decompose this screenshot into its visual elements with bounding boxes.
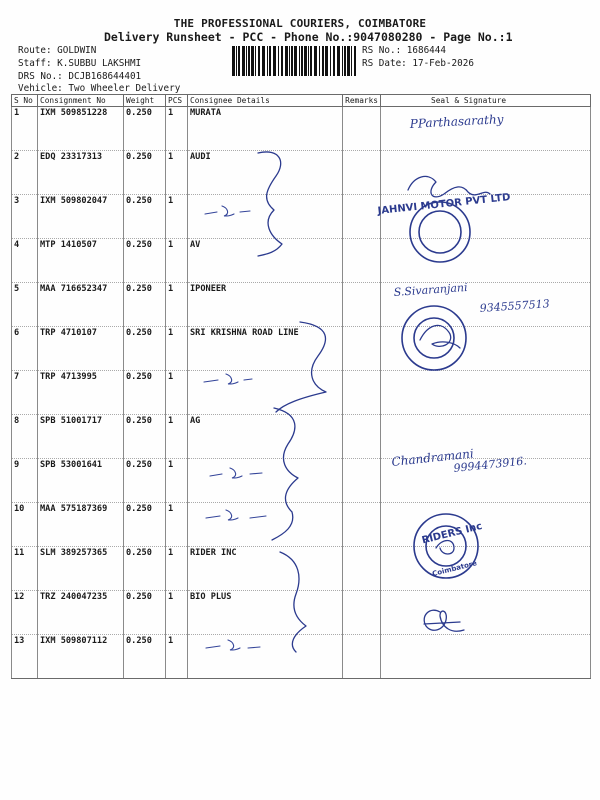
row-pcs: 1 — [166, 371, 188, 415]
table-row — [12, 635, 591, 679]
row-consignment: EDQ 23317313 — [38, 151, 124, 195]
row-consignee: SRI KRISHNA ROAD LINE — [188, 327, 343, 371]
row-sno: 2 — [12, 151, 38, 195]
row-consignee: BIO PLUS — [188, 591, 343, 635]
table-row — [12, 503, 591, 547]
rs-number: RS No.: 1686444 — [362, 45, 446, 56]
row-remarks — [343, 107, 381, 151]
barcode-bar — [291, 46, 293, 76]
barcode-bar — [308, 46, 309, 76]
barcode-bar — [236, 46, 237, 76]
table-header — [12, 95, 591, 107]
table-row — [12, 371, 591, 415]
row-pcs: 1 — [166, 283, 188, 327]
barcode-bar — [304, 46, 307, 76]
runsheet-subtitle: Delivery Runsheet - PCC - Phone No.:9047080280 - Page No.:1 — [104, 30, 513, 44]
col-consignment: Consignment No — [38, 95, 124, 107]
row-sno: 1 — [12, 107, 38, 151]
row-consignee — [188, 371, 343, 415]
row-signature — [381, 415, 591, 459]
stamp-riders-city: Coimbatore — [431, 559, 478, 579]
row-remarks — [343, 635, 381, 679]
row-consignee: MURATA — [188, 107, 343, 151]
row-sno: 3 — [12, 195, 38, 239]
barcode-bar — [319, 46, 320, 76]
staff-label: Staff: K.SUBBU LAKSHMI — [18, 58, 142, 69]
barcode-bar — [344, 46, 346, 76]
row-sno: 8 — [12, 415, 38, 459]
row-pcs: 1 — [166, 547, 188, 591]
barcode-bar — [251, 46, 254, 76]
row-remarks — [343, 415, 381, 459]
row-remarks — [343, 151, 381, 195]
row-weight: 0.250 — [124, 239, 166, 283]
row-sno: 12 — [12, 591, 38, 635]
row-remarks — [343, 283, 381, 327]
barcode-bar — [347, 46, 350, 76]
row-pcs: 1 — [166, 239, 188, 283]
barcode-bar — [333, 46, 335, 76]
row-remarks — [343, 327, 381, 371]
stamp-riders: RIDERS Inc — [420, 520, 484, 547]
row-pcs: 1 — [166, 195, 188, 239]
row-consignee — [188, 635, 343, 679]
drs-label: DRS No.: DCJB168644401 — [18, 71, 142, 82]
barcode-bar — [255, 46, 256, 76]
row-weight: 0.250 — [124, 591, 166, 635]
table-row — [12, 195, 591, 239]
barcode-bar — [337, 46, 340, 76]
signature-row1: PParthasarathy — [409, 112, 504, 131]
barcode-bar — [342, 46, 343, 76]
barcode-bar — [269, 46, 271, 76]
row-consignment: SPB 51001717 — [38, 415, 124, 459]
barcode-bar — [314, 46, 317, 76]
barcode-bar — [248, 46, 250, 76]
table-row — [12, 459, 591, 503]
barcode-bar — [273, 46, 276, 76]
row-weight: 0.250 — [124, 283, 166, 327]
row-consignee: RIDER INC — [188, 547, 343, 591]
barcode-bar — [310, 46, 312, 76]
row-pcs: 1 — [166, 327, 188, 371]
signature-row9: Chandramani — [390, 446, 475, 469]
row-pcs: 1 — [166, 151, 188, 195]
row-remarks — [343, 547, 381, 591]
row-remarks — [343, 239, 381, 283]
company-title: THE PROFESSIONAL COURIERS, COIMBATORE — [173, 17, 427, 30]
barcode-bar — [299, 46, 300, 76]
row-signature — [381, 151, 591, 195]
barcode-bar — [262, 46, 265, 76]
row-remarks — [343, 591, 381, 635]
row-signature — [381, 635, 591, 679]
barcode-bar — [301, 46, 303, 76]
row-remarks — [343, 371, 381, 415]
row-signature — [381, 280, 591, 327]
row-sno: 10 — [12, 503, 38, 547]
barcode-bar — [289, 46, 290, 76]
barcode-bar — [232, 46, 235, 76]
row-pcs: 1 — [166, 459, 188, 503]
row-consignment: MTP 1410507 — [38, 239, 124, 283]
row-pcs: 1 — [166, 503, 188, 547]
row-weight: 0.250 — [124, 415, 166, 459]
row-consignment: IXM 509851228 — [38, 107, 124, 151]
row-consignee — [188, 459, 343, 503]
barcode-bar — [278, 46, 279, 76]
stamp-jahnvi: JAHNVI MOTOR PVT LTD — [377, 192, 511, 217]
table-row — [12, 415, 591, 459]
row-signature — [381, 459, 591, 503]
row-consignment: SLM 389257365 — [38, 547, 124, 591]
row-sno: 9 — [12, 459, 38, 503]
signature-row5: S.Sivaranjani — [393, 280, 468, 299]
table-row — [12, 327, 591, 371]
barcode-bar — [322, 46, 324, 76]
phone-row5: 9345557513 — [479, 297, 551, 315]
barcode-bar — [354, 46, 356, 76]
table-row — [12, 239, 591, 283]
table-row — [12, 151, 591, 195]
table-row — [12, 547, 591, 591]
barcode-bar — [330, 46, 331, 76]
barcode-bar — [285, 46, 288, 76]
barcode-bar — [238, 46, 240, 76]
row-sno: 11 — [12, 547, 38, 591]
row-weight: 0.250 — [124, 503, 166, 547]
row-remarks — [343, 459, 381, 503]
row-consignee: AG — [188, 415, 343, 459]
row-sno: 5 — [12, 283, 38, 327]
rs-date: RS Date: 17-Feb-2026 — [362, 58, 474, 69]
row-signature — [381, 239, 591, 283]
row-consignee: AV — [188, 239, 343, 283]
row-consignment: IXM 509802047 — [38, 195, 124, 239]
row-pcs: 1 — [166, 107, 188, 151]
row-signature — [381, 503, 591, 547]
row-remarks — [343, 195, 381, 239]
vehicle-label: Vehicle: Two Wheeler Delivery — [18, 83, 181, 94]
barcode-bar — [294, 46, 297, 76]
barcode-bar — [351, 46, 352, 76]
row-consignee: AUDI — [188, 151, 343, 195]
barcode-bar — [267, 46, 268, 76]
row-consignee — [188, 195, 343, 239]
row-remarks — [343, 503, 381, 547]
row-weight: 0.250 — [124, 327, 166, 371]
row-signature — [381, 195, 591, 239]
col-consignee: Consignee Details — [188, 95, 343, 107]
table-row — [12, 591, 591, 635]
row-consignment: TRP 4710107 — [38, 327, 124, 371]
row-consignee: IPONEER — [188, 283, 343, 327]
row-consignment: IXM 509807112 — [38, 635, 124, 679]
row-signature — [381, 591, 591, 635]
col-weight: Weight — [124, 95, 166, 107]
barcode-bar — [242, 46, 245, 76]
row-pcs: 1 — [166, 415, 188, 459]
row-signature — [381, 547, 591, 591]
barcode-bar — [258, 46, 260, 76]
row-signature — [381, 327, 591, 371]
col-sno: S No — [12, 95, 38, 107]
row-weight: 0.250 — [124, 151, 166, 195]
row-weight: 0.250 — [124, 459, 166, 503]
row-weight: 0.250 — [124, 371, 166, 415]
row-consignment: TRP 4713995 — [38, 371, 124, 415]
row-consignee — [188, 503, 343, 547]
row-sno: 4 — [12, 239, 38, 283]
row-signature — [381, 371, 591, 415]
col-pcs: PCS — [166, 95, 188, 107]
runsheet-table — [11, 94, 591, 679]
row-sno: 6 — [12, 327, 38, 371]
row-consignment: MAA 575187369 — [38, 503, 124, 547]
barcode-bar — [246, 46, 247, 76]
col-remarks: Remarks — [343, 95, 381, 107]
col-seal: Seal & Signature — [381, 95, 591, 107]
row-weight: 0.250 — [124, 635, 166, 679]
barcode-bar — [281, 46, 283, 76]
route-label: Route: GOLDWIN — [18, 45, 97, 56]
barcode — [232, 46, 356, 76]
row-pcs: 1 — [166, 635, 188, 679]
row-sno: 7 — [12, 371, 38, 415]
row-consignment: SPB 53001641 — [38, 459, 124, 503]
row-weight: 0.250 — [124, 195, 166, 239]
barcode-bar — [325, 46, 328, 76]
row-pcs: 1 — [166, 591, 188, 635]
table-row — [12, 283, 591, 327]
row-sno: 13 — [12, 635, 38, 679]
row-weight: 0.250 — [124, 107, 166, 151]
row-weight: 0.250 — [124, 547, 166, 591]
row-consignment: TRZ 240047235 — [38, 591, 124, 635]
phone-row9: 9994473916. — [452, 454, 528, 475]
row-consignment: MAA 716652347 — [38, 283, 124, 327]
table-row — [12, 107, 591, 151]
row-signature — [381, 107, 591, 151]
